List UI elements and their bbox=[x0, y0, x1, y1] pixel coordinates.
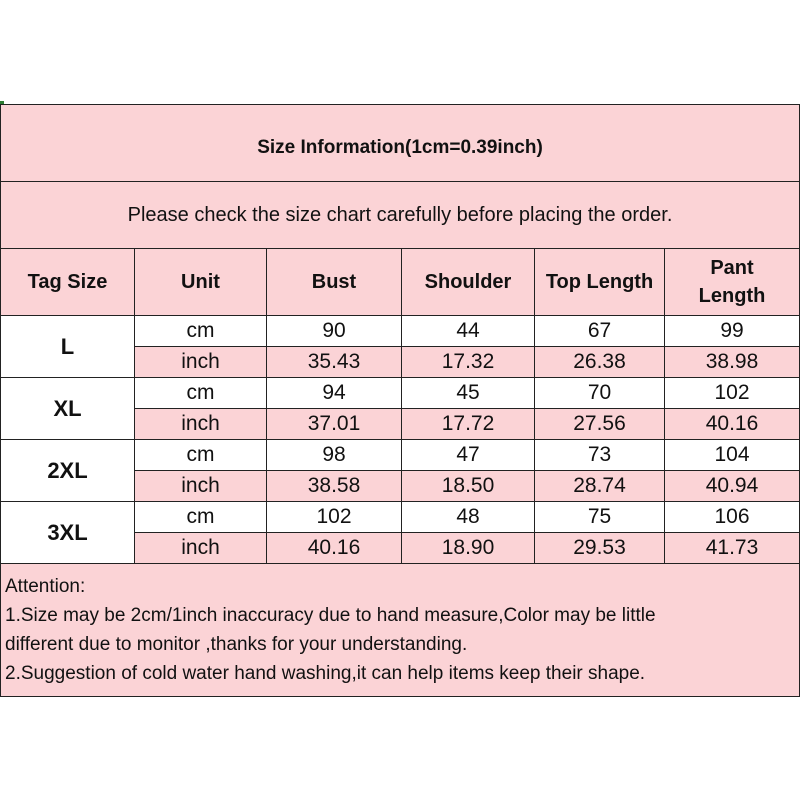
tag-size-l: L bbox=[1, 316, 135, 378]
top-length-cell: 75 bbox=[535, 502, 665, 533]
top-length-cell: 29.53 bbox=[535, 533, 665, 564]
chart-notice: Please check the size chart carefully before placing the order. bbox=[1, 182, 800, 249]
header-pant-length-line1: Pant bbox=[710, 257, 754, 279]
attention-line-3: 2.Suggestion of cold water hand washing,it can help items keep their shape. bbox=[5, 663, 646, 684]
pant-length-cell: 41.73 bbox=[665, 533, 800, 564]
pant-length-cell: 38.98 bbox=[665, 347, 800, 378]
pant-length-cell: 102 bbox=[665, 378, 800, 409]
shoulder-cell: 18.90 bbox=[402, 533, 535, 564]
pant-length-cell: 99 bbox=[665, 316, 800, 347]
attention-line-2: different due to monitor ,thanks for your understanding. bbox=[5, 634, 468, 655]
bust-cell: 94 bbox=[267, 378, 402, 409]
bust-cell: 35.43 bbox=[267, 347, 402, 378]
size-row-cm bbox=[1, 316, 800, 347]
size-chart-table bbox=[0, 104, 800, 697]
tag-size-2xl: 2XL bbox=[1, 440, 135, 502]
top-length-cell: 28.74 bbox=[535, 471, 665, 502]
bust-cell: 37.01 bbox=[267, 409, 402, 440]
size-row-cm bbox=[1, 440, 800, 471]
unit-cell: cm bbox=[135, 378, 267, 409]
unit-cell: cm bbox=[135, 440, 267, 471]
bust-cell: 40.16 bbox=[267, 533, 402, 564]
header-tag-size: Tag Size bbox=[1, 249, 135, 316]
bust-cell: 90 bbox=[267, 316, 402, 347]
top-length-cell: 26.38 bbox=[535, 347, 665, 378]
shoulder-cell: 18.50 bbox=[402, 471, 535, 502]
header-bust: Bust bbox=[267, 249, 402, 316]
shoulder-cell: 44 bbox=[402, 316, 535, 347]
pant-length-cell: 40.94 bbox=[665, 471, 800, 502]
pant-length-cell: 106 bbox=[665, 502, 800, 533]
bust-cell: 38.58 bbox=[267, 471, 402, 502]
header-pant-length-line2: Length bbox=[698, 285, 766, 307]
shoulder-cell: 48 bbox=[402, 502, 535, 533]
header-pant-length bbox=[665, 249, 800, 316]
unit-cell: inch bbox=[135, 471, 267, 502]
chart-title: Size Information(1cm=0.39inch) bbox=[1, 105, 800, 182]
bust-cell: 102 bbox=[267, 502, 402, 533]
header-shoulder: Shoulder bbox=[402, 249, 535, 316]
unit-cell: inch bbox=[135, 533, 267, 564]
attention-line-1: 1.Size may be 2cm/1inch inaccuracy due to hand measure,Color may be little bbox=[5, 605, 656, 626]
unit-cell: cm bbox=[135, 502, 267, 533]
pant-length-cell: 104 bbox=[665, 440, 800, 471]
notice-row bbox=[1, 182, 800, 249]
shoulder-cell: 17.32 bbox=[402, 347, 535, 378]
top-length-cell: 73 bbox=[535, 440, 665, 471]
shoulder-cell: 47 bbox=[402, 440, 535, 471]
tag-size-3xl: 3XL bbox=[1, 502, 135, 564]
attention-row bbox=[1, 564, 800, 697]
top-length-cell: 70 bbox=[535, 378, 665, 409]
unit-cell: inch bbox=[135, 409, 267, 440]
title-row bbox=[1, 105, 800, 182]
unit-cell: cm bbox=[135, 316, 267, 347]
tag-size-xl: XL bbox=[1, 378, 135, 440]
header-top-length: Top Length bbox=[535, 249, 665, 316]
attention-heading: Attention: bbox=[5, 576, 86, 597]
bust-cell: 98 bbox=[267, 440, 402, 471]
top-length-cell: 27.56 bbox=[535, 409, 665, 440]
header-row bbox=[1, 249, 800, 316]
shoulder-cell: 45 bbox=[402, 378, 535, 409]
unit-cell: inch bbox=[135, 347, 267, 378]
size-row-cm bbox=[1, 378, 800, 409]
size-row-cm bbox=[1, 502, 800, 533]
header-unit: Unit bbox=[135, 249, 267, 316]
attention-notes bbox=[1, 564, 800, 697]
shoulder-cell: 17.72 bbox=[402, 409, 535, 440]
pant-length-cell: 40.16 bbox=[665, 409, 800, 440]
size-chart-sheet bbox=[0, 104, 799, 697]
top-length-cell: 67 bbox=[535, 316, 665, 347]
